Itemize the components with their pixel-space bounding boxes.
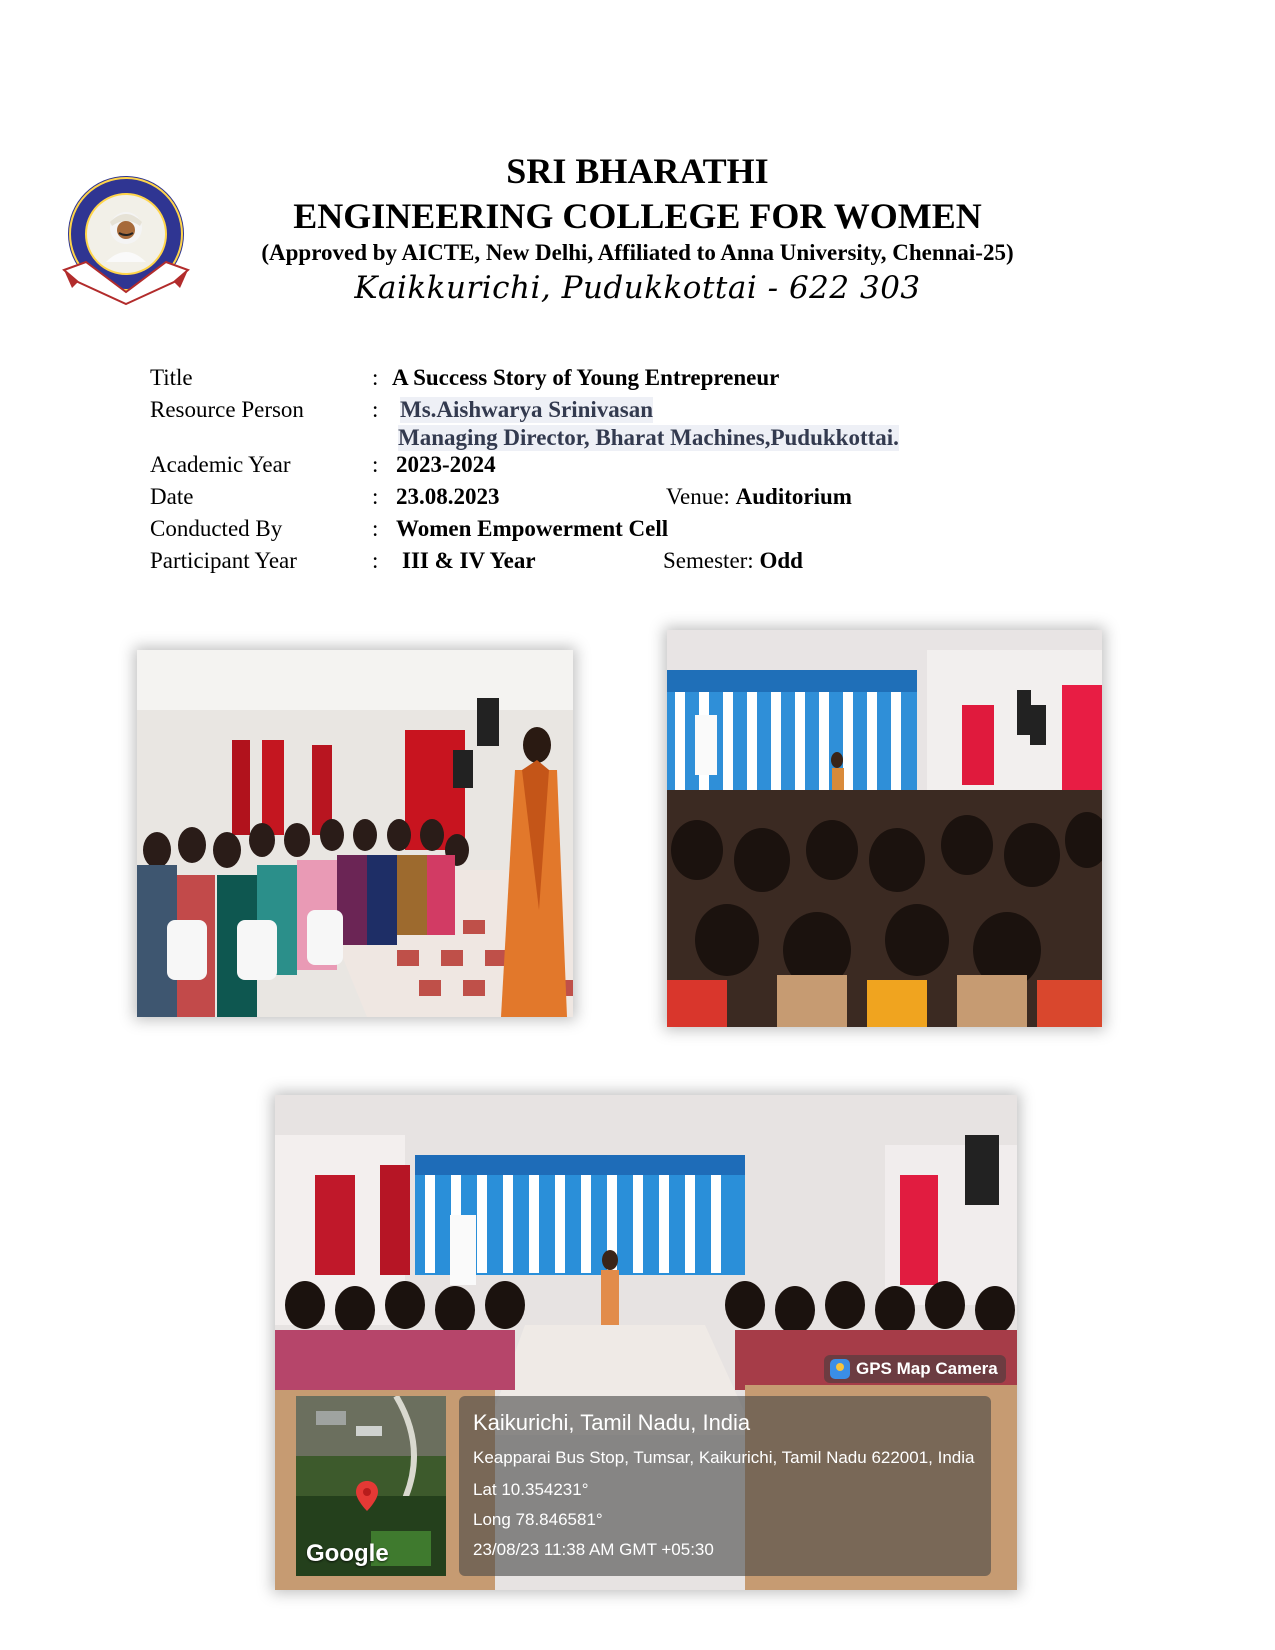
participant-year-label: Participant Year <box>150 548 297 573</box>
semester-label: Semester: <box>663 548 754 573</box>
colon: : <box>372 452 379 477</box>
gps-longitude: Long 78.846581° <box>473 1510 603 1529</box>
colon: : <box>372 484 379 509</box>
title-value: A Success Story of Young Entrepreneur <box>392 365 780 390</box>
gps-latitude: Lat 10.354231° <box>473 1480 589 1499</box>
resource-person-label: Resource Person <box>150 397 304 422</box>
college-name-line2: ENGINEERING COLLEGE FOR WOMEN <box>293 196 982 236</box>
academic-year-value: 2023-2024 <box>396 452 496 477</box>
academic-year-label: Academic Year <box>150 452 291 477</box>
google-watermark: Google <box>306 1540 389 1567</box>
date-label: Date <box>150 484 194 509</box>
college-address: Kaikkurichi, Pudukkottai - 622 303 <box>354 270 921 306</box>
approval-text: (Approved by AICTE, New Delhi, Affiliated to Anna University, Chennai-25) <box>261 240 1014 265</box>
gps-app-name: GPS Map Camera <box>856 1359 998 1378</box>
colon: : <box>372 397 379 422</box>
gps-map-thumbnail <box>296 1396 446 1576</box>
resource-person-name: Ms.Aishwarya Srinivasan <box>400 397 654 422</box>
conducted-by-label: Conducted By <box>150 516 283 541</box>
gps-datetime: 23/08/23 11:38 AM GMT +05:30 <box>473 1540 714 1559</box>
college-name-line1: SRI BHARATHI <box>506 151 769 191</box>
event-photo-left <box>137 650 573 1017</box>
map-pin-icon <box>356 1481 378 1511</box>
gps-info-panel <box>459 1396 991 1576</box>
conducted-by-value: Women Empowerment Cell <box>396 516 669 541</box>
colon: : <box>372 516 379 541</box>
semester-field <box>663 548 803 574</box>
gps-camera-icon <box>830 1359 850 1379</box>
gps-place: Kaikurichi, Tamil Nadu, India <box>473 1410 751 1435</box>
gps-address: Keapparai Bus Stop, Tumsar, Kaikurichi, Tamil Nadu 622001, India <box>473 1448 975 1467</box>
gps-app-badge <box>824 1355 1006 1383</box>
resource-person-role: Managing Director, Bharat Machines,Pudukkottai. <box>398 425 899 450</box>
venue-label: Venue: <box>666 484 730 509</box>
event-photo-right <box>667 630 1102 1027</box>
title-label: Title <box>150 365 193 390</box>
colon: : <box>372 548 379 573</box>
venue-value: Auditorium <box>735 484 852 509</box>
date-value: 23.08.2023 <box>396 484 500 509</box>
colon: : <box>372 365 379 390</box>
participant-year-value: III & IV Year <box>402 548 536 573</box>
venue-field <box>666 484 852 510</box>
semester-value: Odd <box>759 548 803 573</box>
